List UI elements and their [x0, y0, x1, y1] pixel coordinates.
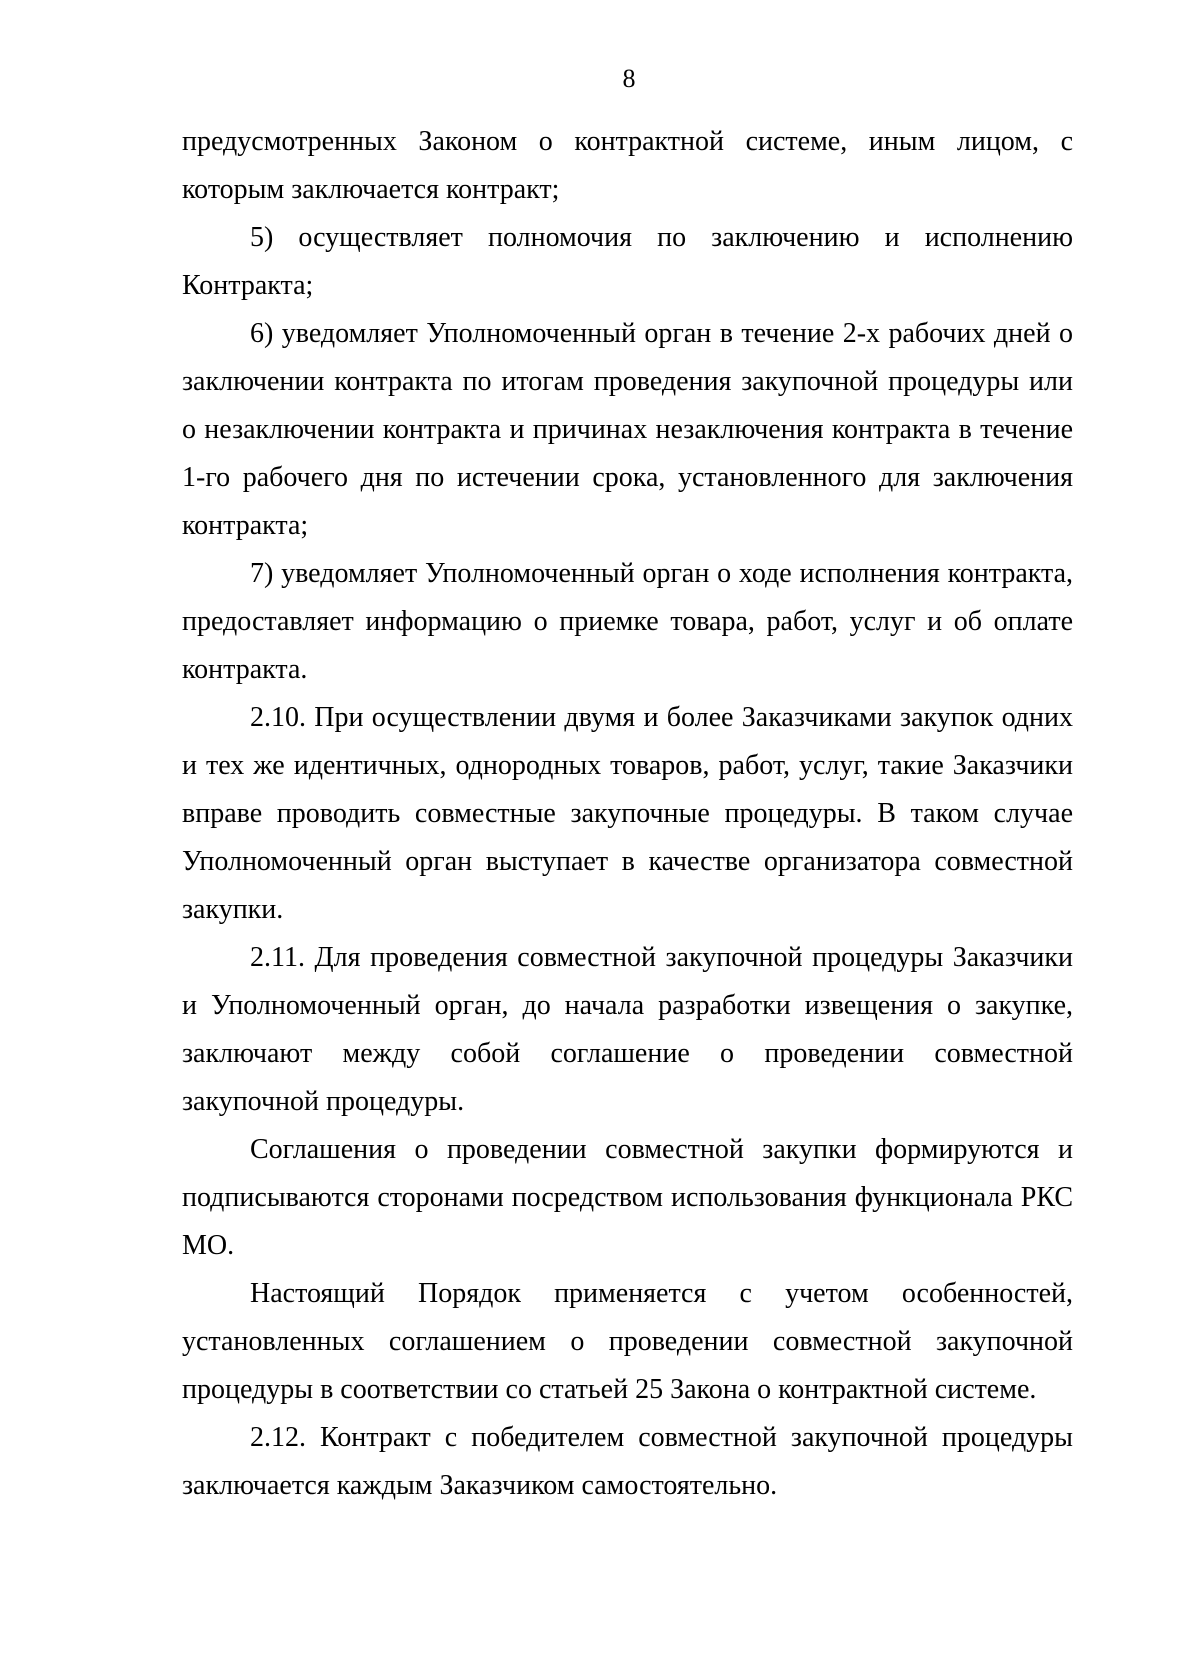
paragraph-item-7: 7) уведомляет Уполномоченный орган о ходе исполнения контракта, предоставляет информацию о приемке товара, работ, услуг и об оплате контракта. — [182, 558, 1073, 685]
paragraph-clause-2-12: 2.12. Контракт с победителем совместной закупочной процедуры заключается каждым Заказчиком самостоятельно. — [182, 1422, 1073, 1501]
paragraph-procedure-scope: Настоящий Порядок применяется с учетом особенностей, установленных соглашением о проведении совместной закупочной процедуры в соответствии со статьей 25 Закона о контрактной системе. — [182, 1278, 1073, 1405]
paragraph-continuation: предусмотренных Законом о контрактной системе, иным лицом, с которым заключается контракт; — [182, 126, 1073, 205]
paragraph-clause-2-10: 2.10. При осуществлении двумя и более Заказчиками закупок одних и тех же идентичных, однородных товаров, работ, услуг, такие Заказчики вправе проводить совместные закупочные процедуры. В таком случае Уполномоченный орган выступает в качестве организатора совместной закупки. — [182, 702, 1073, 925]
document-body — [182, 118, 1073, 1510]
paragraph-agreements: Соглашения о проведении совместной закупки формируются и подписываются сторонами посредством использования функционала РКС МО. — [182, 1134, 1073, 1261]
paragraph-clause-2-11: 2.11. Для проведения совместной закупочной процедуры Заказчики и Уполномоченный орган, до начала разработки извещения о закупке, заключают между собой соглашение о проведении совместной закупочной процедуры. — [182, 942, 1073, 1117]
paragraph-item-5: 5) осуществляет полномочия по заключению и исполнению Контракта; — [182, 222, 1073, 301]
paragraph-item-6: 6) уведомляет Уполномоченный орган в течение 2-х рабочих дней о заключении контракта по итогам проведения закупочной процедуры или о незаключении контракта и причинах незаключения контракта в течение 1-го рабочего дня по истечении срока, установленного для заключения контракта; — [182, 318, 1073, 541]
page-number: 8 — [622, 64, 636, 93]
